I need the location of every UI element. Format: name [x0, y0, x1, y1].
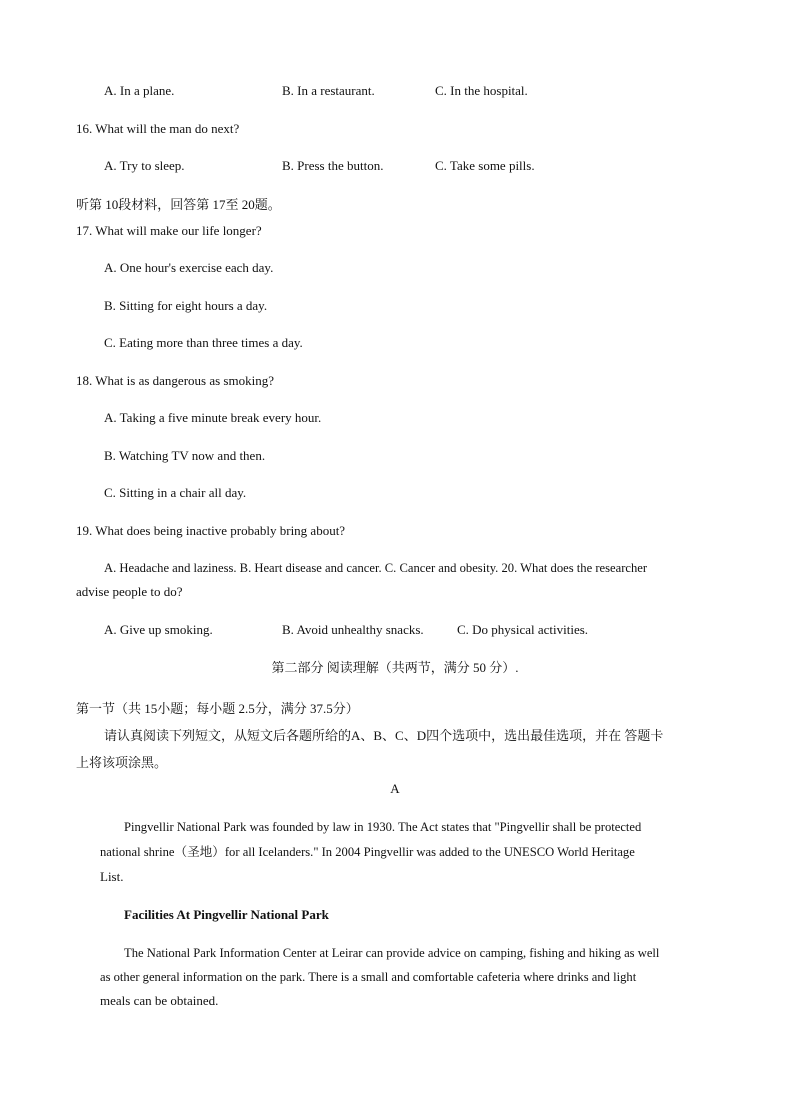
q17-stem: 17. What will make our life longer?	[76, 223, 262, 238]
instructions-line2: 上将该项涂黑。	[76, 755, 168, 770]
q15-option-c: C. In the hospital.	[435, 83, 528, 98]
part2-title: 第二部分 阅读理解（共两节，满分 50 分）.	[271, 660, 519, 675]
q16-option-a: A. Try to sleep.	[104, 158, 185, 173]
q18-option-c: C. Sitting in a chair all day.	[104, 485, 247, 500]
q20-stem-continuation: advise people to do?	[76, 584, 183, 599]
q16-option-b: B. Press the button.	[282, 158, 384, 173]
q16-option-c: C. Take some pills.	[435, 158, 535, 173]
q19-stem: 19. What does being inactive probably bring about?	[76, 523, 346, 538]
q17-option-c: C. Eating more than three times a day.	[104, 335, 303, 350]
section1-title: 第一节（共 15小题；每小题 2.5分，满分 37.5分）	[76, 701, 359, 716]
facilities-heading: Facilities At Pingvellir National Park	[124, 907, 329, 922]
q15-option-b: B. In a restaurant.	[282, 83, 375, 98]
q18-option-b: B. Watching TV now and then.	[104, 448, 266, 463]
q15-option-a: A. In a plane.	[104, 83, 175, 98]
q19-options-line: A. Headache and laziness. B. Heart disease and cancer. C. Cancer and obesity. 20. What does the researcher	[104, 561, 648, 575]
q20-option-b: B. Avoid unhealthy snacks.	[282, 622, 424, 637]
passage-p1-line2: national shrine（圣地）for all Icelanders." In 2004 Pingvellir was added to the UNESCO World Heritage	[100, 845, 635, 859]
q17-option-a: A. One hour's exercise each day.	[104, 260, 274, 275]
q16-stem: 16. What will the man do next?	[76, 121, 240, 136]
passage-p2-line3: meals can be obtained.	[100, 993, 219, 1008]
passage-label: A	[390, 781, 400, 796]
q18-option-a: A. Taking a five minute break every hour.	[104, 410, 322, 425]
passage-p1-line1: Pingvellir National Park was founded by law in 1930. The Act states that "Pingvellir shall be protected	[124, 820, 642, 834]
passage-p2-line2: as other general information on the park. There is a small and comfortable cafeteria where drinks and light	[100, 970, 637, 984]
q20-option-c: C. Do physical activities.	[457, 622, 589, 637]
instructions-line1: 请认真阅读下列短文，从短文后各题所给的A、B、C、D四个选项中，选出最佳选项，并在 答题卡	[104, 728, 664, 743]
section10-intro: 听第 10段材料，回答第 17至 20题。	[76, 197, 281, 212]
passage-p2-line1: The National Park Information Center at Leirar can provide advice on camping, fishing and hiking as well	[124, 946, 660, 960]
passage-p1-line3: List.	[100, 869, 124, 884]
q18-stem: 18. What is as dangerous as smoking?	[76, 373, 274, 388]
q20-option-a: A. Give up smoking.	[104, 622, 213, 637]
q17-option-b: B. Sitting for eight hours a day.	[104, 298, 268, 313]
